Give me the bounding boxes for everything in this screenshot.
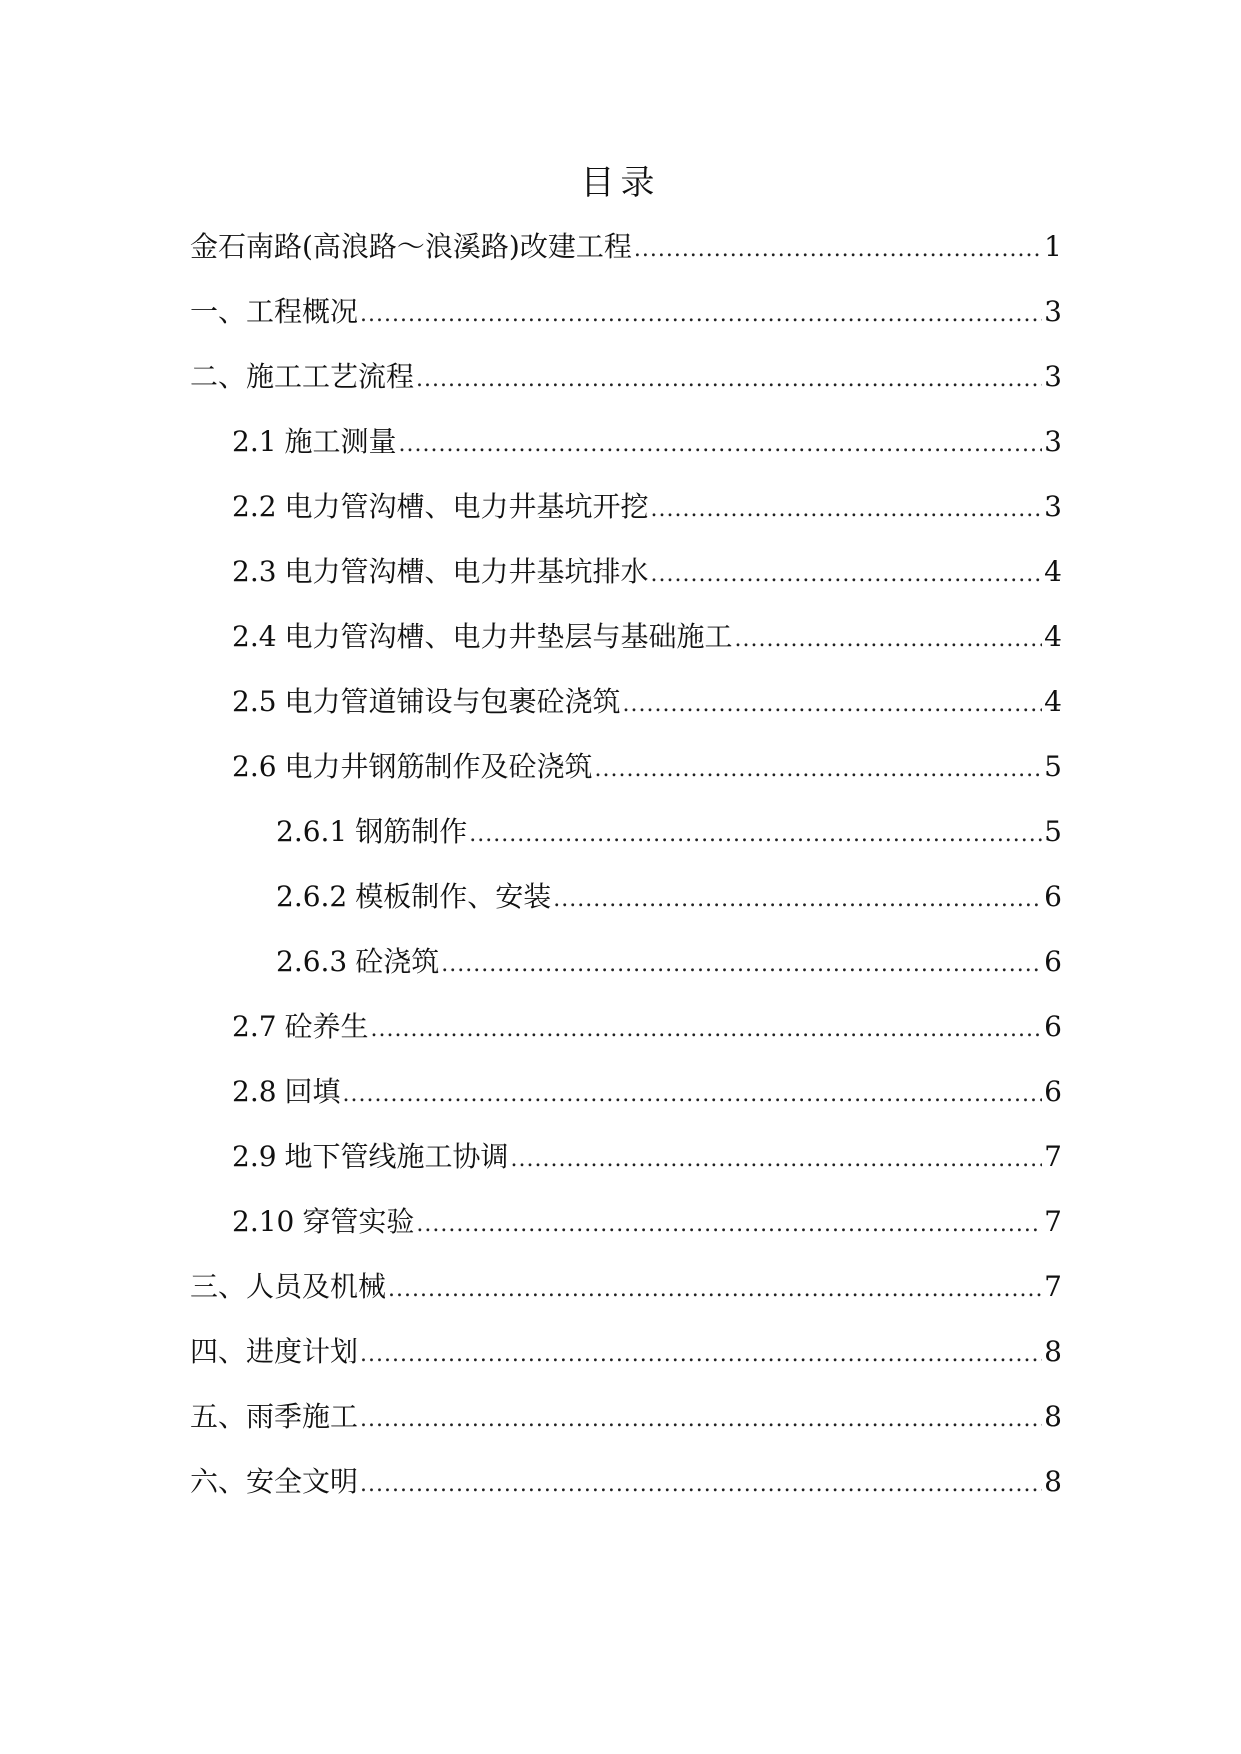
toc-entry-text: 电力管沟槽、电力井基坑开挖 [284, 490, 649, 523]
toc-entry[interactable] [190, 937, 1062, 1002]
toc-entry-text: 模板制作、安装 [355, 880, 552, 913]
toc-entry-page-number: 4 [1044, 685, 1062, 718]
toc-entry-number: 2.6.2 [276, 880, 348, 913]
toc-entry-number: 2.2 [232, 490, 277, 523]
toc-entry-page-number: 7 [1044, 1270, 1062, 1303]
toc-entry-number: 五、 [190, 1400, 247, 1433]
toc-entry-text: 施工测量 [284, 425, 397, 458]
toc-entry-text: 电力管沟槽、电力井垫层与基础施工 [284, 620, 733, 653]
toc-dot-leader [595, 745, 1043, 795]
toc-entry[interactable] [190, 742, 1062, 807]
toc-entry-number: 2.4 [232, 620, 277, 653]
toc-dot-leader [360, 1395, 1042, 1445]
toc-dot-leader [651, 485, 1043, 535]
toc-entry-text: 钢筋制作 [355, 815, 468, 848]
toc-entry[interactable] [190, 547, 1062, 612]
toc-entry-page-number: 5 [1044, 815, 1062, 848]
toc-entry[interactable] [190, 1392, 1062, 1457]
toc-entry[interactable] [190, 612, 1062, 677]
toc-entry-text: 砼养生 [284, 1010, 369, 1043]
table-of-contents [190, 222, 1062, 1522]
toc-entry-page-number: 4 [1044, 620, 1062, 653]
toc-entry[interactable] [190, 1262, 1062, 1327]
toc-entry[interactable] [190, 1327, 1062, 1392]
toc-entry-text: 安全文明 [246, 1465, 359, 1498]
toc-dot-leader [371, 1005, 1043, 1055]
toc-entry-page-number: 3 [1044, 425, 1062, 458]
toc-dot-leader [511, 1135, 1043, 1185]
toc-dot-leader [553, 875, 1042, 925]
toc-entry[interactable] [190, 482, 1062, 547]
toc-entry-number: 二、 [190, 360, 247, 393]
toc-entry-text: 地下管线施工协调 [284, 1140, 509, 1173]
toc-entry-number: 2.6.1 [276, 815, 348, 848]
toc-entry-number: 六、 [190, 1465, 247, 1498]
toc-dot-leader [360, 1460, 1042, 1510]
toc-entry-page-number: 3 [1044, 490, 1062, 523]
toc-entry-page-number: 4 [1044, 555, 1062, 588]
toc-entry-text: 电力管道铺设与包裹砼浇筑 [284, 685, 621, 718]
toc-entry-text: 穿管实验 [302, 1205, 415, 1238]
toc-entry-text: 砼浇筑 [355, 945, 440, 978]
toc-dot-leader [623, 680, 1043, 730]
toc-entry-number: 2.9 [232, 1140, 277, 1173]
toc-entry[interactable] [190, 872, 1062, 937]
toc-entry-page-number: 1 [1044, 230, 1062, 263]
toc-entry-text: 回填 [284, 1075, 341, 1108]
toc-entry-page-number: 5 [1044, 750, 1062, 783]
toc-dot-leader [634, 225, 1042, 275]
toc-dot-leader [343, 1070, 1043, 1120]
toc-entry-text: 人员及机械 [246, 1270, 387, 1303]
toc-entry-page-number: 6 [1044, 880, 1062, 913]
toc-entry-number: 2.6.3 [276, 945, 348, 978]
toc-dot-leader [360, 290, 1042, 340]
toc-dot-leader [416, 1200, 1042, 1250]
toc-entry-page-number: 6 [1044, 945, 1062, 978]
toc-entry-page-number: 8 [1044, 1400, 1062, 1433]
toc-entry-text: 工程概况 [246, 295, 359, 328]
toc-entry[interactable] [190, 1132, 1062, 1197]
toc-entry-text: 施工工艺流程 [246, 360, 415, 393]
toc-entry-page-number: 3 [1044, 360, 1062, 393]
toc-entry-page-number: 8 [1044, 1465, 1062, 1498]
toc-dot-leader [735, 615, 1043, 665]
toc-entry-number: 2.7 [232, 1010, 277, 1043]
toc-entry-page-number: 8 [1044, 1335, 1062, 1368]
toc-entry-text: 电力管沟槽、电力井基坑排水 [284, 555, 649, 588]
toc-entry[interactable] [190, 1457, 1062, 1522]
toc-title: 目录 [580, 163, 661, 203]
toc-dot-leader [441, 940, 1042, 990]
toc-entry-number: 2.8 [232, 1075, 277, 1108]
toc-entry[interactable] [190, 677, 1062, 742]
toc-entry[interactable] [190, 1067, 1062, 1132]
toc-entry-page-number: 6 [1044, 1010, 1062, 1043]
toc-entry-text: 金石南路(高浪路～浪溪路)改建工程 [190, 230, 632, 263]
toc-entry[interactable] [190, 287, 1062, 352]
toc-entry-number: 2.10 [232, 1205, 295, 1238]
toc-entry-number: 2.6 [232, 750, 277, 783]
toc-entry-number: 2.1 [232, 425, 277, 458]
toc-entry-number: 四、 [190, 1335, 247, 1368]
toc-entry-number: 2.3 [232, 555, 277, 588]
toc-entry-page-number: 6 [1044, 1075, 1062, 1108]
toc-entry-page-number: 7 [1044, 1140, 1062, 1173]
toc-dot-leader [388, 1265, 1042, 1315]
toc-entry[interactable] [190, 807, 1062, 872]
toc-dot-leader [651, 550, 1043, 600]
toc-entry[interactable] [190, 417, 1062, 482]
toc-entry-page-number: 3 [1044, 295, 1062, 328]
toc-entry[interactable] [190, 1197, 1062, 1262]
toc-entry-text: 雨季施工 [246, 1400, 359, 1433]
toc-entry-text: 进度计划 [246, 1335, 359, 1368]
toc-entry-page-number: 7 [1044, 1205, 1062, 1238]
toc-dot-leader [399, 420, 1043, 470]
toc-entry[interactable] [190, 222, 1062, 287]
toc-entry-number: 三、 [190, 1270, 247, 1303]
toc-entry[interactable] [190, 1002, 1062, 1067]
toc-entry[interactable] [190, 352, 1062, 417]
toc-entry-number: 2.5 [232, 685, 277, 718]
toc-dot-leader [360, 1330, 1042, 1380]
toc-dot-leader [416, 355, 1042, 405]
toc-entry-number: 一、 [190, 295, 247, 328]
toc-dot-leader [469, 810, 1042, 860]
toc-entry-text: 电力井钢筋制作及砼浇筑 [284, 750, 593, 783]
